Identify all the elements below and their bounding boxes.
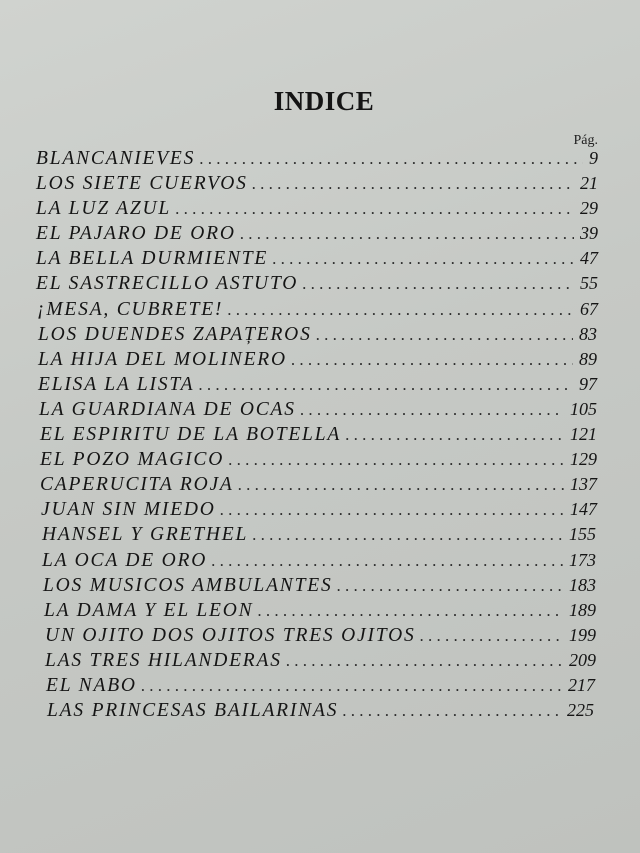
toc-entry-page-number: 121 (570, 424, 597, 445)
toc-entry (0, 472, 640, 497)
toc-entry-title: EL SASTRECILLO ASTUTO (36, 273, 299, 295)
toc-entry (0, 221, 640, 246)
toc-entry (0, 673, 640, 698)
toc-dot-leader (345, 422, 564, 447)
toc-entry-page-number: 155 (569, 524, 596, 545)
toc-entry (0, 322, 640, 347)
toc-entry-page-number: 21 (580, 173, 598, 194)
toc-entry (0, 548, 640, 573)
toc-entry (0, 422, 640, 447)
toc-dot-leader (316, 322, 573, 347)
toc-dot-leader (291, 347, 573, 372)
toc-entry (0, 648, 640, 673)
toc-entry-title: BLANCANIEVES (36, 148, 196, 169)
toc-entry-title: EL POZO MAGICO (40, 449, 225, 471)
toc-dot-leader (227, 297, 574, 322)
toc-entry-title: UN OJITO DOS OJITOS TRES OJITOS (45, 624, 416, 646)
toc-entry-page-number: 209 (569, 649, 596, 670)
toc-entry-page-number: 189 (569, 599, 596, 620)
toc-dot-leader (240, 221, 574, 246)
toc-dot-leader (252, 522, 563, 547)
toc-dot-leader (420, 623, 563, 648)
toc-entry-title: LOS SIETE CUERVOS (36, 173, 248, 195)
toc-entry-title: LA GUARDIANA DE OCAS (39, 398, 296, 420)
toc-dot-leader (199, 146, 583, 171)
toc-entry (0, 246, 640, 271)
page-column-label: Pág. (573, 133, 598, 148)
toc-entry (0, 598, 640, 623)
toc-entry-title: HANSEL Y GRETHEL (42, 524, 249, 546)
toc-dot-leader (238, 472, 564, 497)
toc-dot-leader (272, 246, 574, 271)
toc-entry-title: ELISA LA LISTA (38, 373, 195, 395)
toc-dot-leader (211, 548, 563, 573)
toc-dot-leader (300, 397, 564, 422)
toc-entry-page-number: 83 (579, 323, 597, 344)
toc-entry-page-number: 147 (570, 499, 597, 520)
toc-entry-page-number: 137 (570, 474, 597, 495)
toc-dot-leader (175, 196, 574, 221)
toc-dot-leader (257, 598, 563, 623)
toc-entry-title: LA OCA DE ORO (42, 549, 208, 571)
toc-dot-leader (141, 673, 562, 698)
toc-entry-page-number: 55 (580, 273, 598, 294)
toc-entry-title: CAPERUCITA ROJA (40, 474, 234, 496)
toc-entry-page-number: 199 (569, 624, 596, 645)
toc-dot-leader (228, 447, 564, 472)
toc-entry (0, 372, 640, 397)
page-title: INDICE (273, 86, 375, 116)
toc-entry-title: EL PAJARO DE ORO (36, 223, 236, 245)
toc-dot-leader (198, 372, 573, 397)
toc-entry-page-number: 173 (569, 549, 596, 570)
toc-entry (0, 297, 640, 322)
toc-entry (0, 447, 640, 472)
toc-entry-title: LAS PRINCESAS BAILARINAS (47, 700, 339, 722)
toc-entry-page-number: 89 (579, 348, 597, 369)
toc-entry-title: LOS MUSICOS AMBULANTES (43, 574, 333, 596)
toc-entry-page-number: 39 (580, 223, 598, 244)
toc-entry-page-number: 29 (580, 198, 598, 219)
toc-entry-title: LA HIJA DEL MOLINERO (38, 348, 287, 370)
toc-entry (0, 623, 640, 648)
toc-entry-title: LA LUZ AZUL (36, 198, 172, 220)
toc-entry (0, 171, 640, 196)
toc-entry (0, 497, 640, 522)
toc-dot-leader (302, 271, 574, 296)
toc-entry-title: EL NABO (46, 674, 137, 696)
toc-entry-page-number: 9 (589, 148, 598, 168)
toc-entry (0, 573, 640, 598)
toc-entry (0, 698, 640, 723)
toc-dot-leader (286, 648, 563, 673)
toc-entry-title: ¡MESA, CUBRETE! (37, 298, 224, 320)
toc-dot-leader (220, 497, 564, 522)
toc-entry (0, 397, 640, 422)
toc-entry-title: EL ESPIRITU DE LA BOTELLA (40, 424, 342, 446)
toc-dot-leader (252, 171, 574, 196)
toc-entry (0, 522, 640, 547)
toc-entry-page-number: 67 (580, 298, 598, 319)
toc-entry-page-number: 97 (579, 373, 597, 394)
toc-entry-page-number: 217 (568, 674, 595, 695)
toc-entry-title: LOS DUENDES ZAPAȚEROS (38, 323, 312, 345)
toc-entry-page-number: 129 (570, 449, 597, 470)
toc-dot-leader (342, 698, 561, 723)
toc-entry (0, 347, 640, 372)
toc-dot-leader (337, 573, 563, 598)
toc-entry-page-number: 105 (570, 398, 597, 419)
toc-entry (0, 146, 640, 171)
toc-entry-page-number: 47 (580, 248, 598, 269)
toc-entry-page-number: 183 (569, 574, 596, 595)
toc-entry-title: LA DAMA Y EL LEON (44, 599, 254, 621)
toc-entry (0, 271, 640, 296)
toc-entry (0, 196, 640, 221)
toc-entry-title: LA BELLA DURMIENTE (36, 248, 269, 270)
toc-entry-page-number: 225 (567, 700, 594, 721)
toc-entry-title: LAS TRES HILANDERAS (45, 649, 282, 671)
toc-entry-title: JUAN SIN MIEDO (41, 499, 216, 521)
table-of-contents (0, 146, 640, 723)
